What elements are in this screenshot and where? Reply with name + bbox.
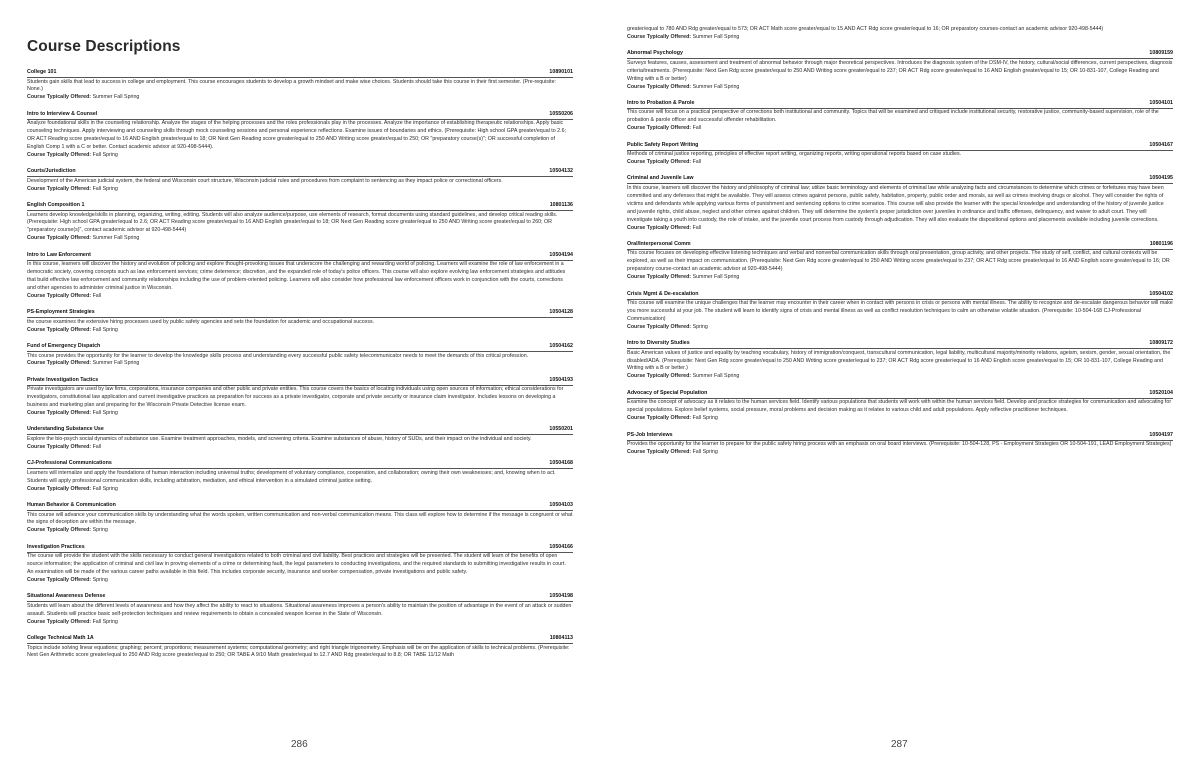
course-title: CJ-Professional Communications [27,460,112,467]
course-offered [27,360,573,368]
course-entry [627,50,1173,91]
course-title: Public Safety Report Writing [627,141,699,148]
offered-terms: Summer Fall Spring [92,360,140,367]
course-code: 10504101 [1149,99,1173,106]
course-code: 10504193 [549,376,573,383]
offered-terms: Spring [92,576,108,583]
course-header [627,50,1173,59]
course-title: Criminal and Juvenile Law [627,175,694,182]
offered-label: Course Typically Offered: [627,373,692,380]
offered-terms: Summer Fall Spring [92,94,140,101]
course-description: Learners will internalize and apply the foundations of human interaction including universal truths; development of voluntary compliance, cooperation, and collaboration; owning their own weaknesses; and, knowing when to act. Students will apply professional communication skills, including arbitration, mediation, and ethical intervention in a simulated criminal justice setting. [27,469,556,484]
offered-label: Course Typically Offered: [27,326,92,333]
course-title: Intro to Law Enforcement [27,251,91,258]
course-description: This course provides the opportunity for the learner to develop the knowledge skills process and understanding every successful public safety telecommunicator needs to meet the demands of this critical profession. [27,352,529,359]
course-entry [27,426,573,451]
course-description: Students gain skills that lead to success in college and employment. This course encourages students to develop a growth mindset and make wise choices. Students should take this course in their first semester. (Pre-requisite: None.) [27,78,556,93]
course-description: Analyze foundational skills in the counseling relationship. Analyze the stages of the helping processes and the roles professionals play in the processes. Analyze the importance of establishing therapeutic relationships. Apply basic counseling techniques. Apply interviewing and counseling skills through mock counseling sessions and personal experience reflections. Examine issues of boundaries and ethics. (Prerequisite: High school GPA greater/equal to 2.6; OR ACT Reading score greater/equal to 16 AND English greater/equal to 18; OR Next Gen Reading score greater/equal to 250 AND Writing score greater/equal to 250; OR "preparatory course(s)"; OR successful completion of English Comp 1 with a C or better. Contact academic advisor at 920-498-5444). [27,120,567,150]
page-heading: Course Descriptions [27,38,181,55]
course-code: 10504132 [549,168,573,175]
offered-terms: Fall Spring [92,151,118,158]
course-offered [627,415,1173,423]
course-code: 10504168 [549,460,573,467]
course-title: Crisis Mgmt & De-escalation [627,290,699,297]
course-header [627,100,1173,109]
course-title: Understanding Substance Use [27,426,104,433]
course-header [27,168,573,177]
course-code: 10801196 [1149,240,1173,247]
course-entry [27,111,573,160]
course-code: 10804113 [549,635,573,642]
course-code: 10550201 [549,426,573,433]
course-header [27,635,573,644]
course-header [627,340,1173,349]
course-description: Development of the American judicial system, the federal and Wisconsin court structure, Wisconsin judicial rules and procedures from complaint to sentencing as they impact police or correctional officers. [27,177,503,184]
course-title: PS-Job Interviews [627,431,673,438]
course-list-right [627,50,1173,457]
course-entry [627,432,1173,457]
course-description: Methods of criminal justice reporting, principles of effective report writing, organizing reports, writing operational reports based on case studies. [627,151,962,158]
course-code: 10504198 [549,593,573,600]
course-header [627,390,1173,399]
course-offered [27,619,573,627]
course-description: Provides the opportunity for the learner to prepare for the public safety hiring process with an emphasis on oral board interviews. (Prerequisite: 10-504-128, PS - Employment Strategies OR 10-504-191, LEAD Employment Strategies) [627,441,1172,447]
course-offered [27,486,573,494]
course-code: 10504167 [1149,141,1173,148]
offered-terms: Fall Spring [92,485,118,492]
offered-terms: Fall [692,125,702,132]
carryover-description: greater/equal to 780 AND Rdg greater/equal to 573; OR ACT Math score greater/equal to 15 AND ACT Rdg score greater/equal to 16; OR preparatory courses-contact an academic advisor 920-498-5444) [627,26,1104,32]
offered-terms: Fall [692,224,702,231]
offered-terms: Spring [692,323,708,330]
offered-terms: Fall [92,443,102,450]
offered-label: Course Typically Offered: [27,292,92,299]
offered-label: Course Typically Offered: [27,618,92,625]
carryover-offered [627,34,1173,42]
course-header [27,544,573,553]
course-description: Basic American values of justice and equality by teaching vocabulary, history of immigration/conquest, transcultural communication, legal liability, multicultural majority/minority relations, ageism, sexism, gender, sexual orientation, the disabled/ADA. (Prerequisite: Next Gen Rdg score greater/equal to 250 AND Writing score greater/equal to 237; OR ACT Rdg score greater/equal to 16 AND English score greater/equal to 15; OR 10-831-107, College Reading and Writing with a B or better.) [627,349,1171,372]
course-entry [27,635,573,660]
offered-label: Course Typically Offered: [27,151,92,158]
course-code: 10520104 [1149,389,1173,396]
course-title: English Composition 1 [27,202,85,209]
course-entry [27,168,573,193]
course-offered [627,225,1173,233]
course-header [27,252,573,261]
course-description: Learners develop knowledge/skills in planning, organizing, writing, editing. Students will also analyze audience/purpose, use elements of research, format documents using standard guidelines, and develop critical reading skills. (Prerequisite: High school GPA greater/equal to 2.6; OR ACT Reading score greater/equal to 16 AND English greater/equal to 18; OR Next Gen Reading score greater/equal to 250 AND Writing score greater/equal to 260; OR "preparatory course(s)", contact academic advisor at 920-498-5444) [27,211,558,234]
offered-label: Course Typically Offered: [27,485,92,492]
offered-label: Course Typically Offered: [27,443,92,450]
page-number-left: 286 [291,739,308,750]
course-header [627,175,1173,184]
course-entry [627,175,1173,232]
course-offered [627,125,1173,133]
right-page [627,0,1173,776]
course-offered [27,444,573,452]
course-entry [27,252,573,301]
course-entry [27,460,573,493]
course-title: Human Behavior & Communication [27,502,116,508]
course-entry [27,69,573,102]
offered-label: Course Typically Offered: [27,94,92,101]
offered-label: Course Typically Offered: [627,448,692,455]
offered-terms: Fall Spring [92,185,118,192]
offered-label: Course Typically Offered: [27,235,92,242]
course-entry [27,544,573,585]
course-header [27,460,573,469]
course-code: 10504195 [1149,175,1173,182]
course-offered [627,84,1173,92]
course-offered [27,327,573,335]
course-code: 10504194 [549,251,573,258]
course-header [27,377,573,386]
course-offered [627,274,1173,282]
course-header [27,502,573,511]
course-code: 10809159 [1149,50,1173,57]
course-code: 10504103 [549,502,573,508]
course-entry [27,202,573,243]
offered-label: Course Typically Offered: [627,83,692,90]
offered-label: Course Typically Offered: [27,360,92,367]
course-header [27,309,573,318]
offered-label: Course Typically Offered: [627,125,692,132]
course-header [627,241,1173,250]
course-entry [627,390,1173,423]
offered-label: Course Typically Offered: [627,33,692,40]
offered-terms: Fall Spring [692,448,718,455]
offered-terms: Summer Fall Spring [692,33,740,40]
course-title: Intro to Interview & Counsel [27,110,98,117]
course-title: Situational Awareness Defense [27,593,106,600]
course-description: Explore the bio-psych social dynamics of substance use. Examine treatment approaches, models, and screening criteria. Examine substances of abuse, history of SUDs, and their impact on the individual and society. [27,435,532,442]
course-code: 10801136 [549,202,573,209]
course-header [27,69,573,78]
course-description: Students will learn about the different levels of awareness and how they affect the ability to react to situations. Situational awareness improves a person's ability to maintain the position of advantage in the event of an attack or sudden assault. Students will practice basic self-protection techniques and review requirements to obtain a concealed weapon license in the State of Wisconsin. [27,602,572,617]
course-title: Investigation Practices [27,543,85,550]
course-title: Intro to Diversity Studies [627,340,690,347]
course-offered [27,94,573,102]
left-page [27,0,573,776]
course-description: Surveys features, causes, assessment and treatment of abnormal behavior through major theoretical perspectives. Introduces the diagnosis system of the DSM-IV, the history, cultural/social differences, current perspectives, diagnosis criteria/treatments. (Prerequisite: Next Gen Rdg score greater/equal to 250 AND Writing score greater/equal to 237; OR ACT Rdg score greater/equal to 16 AND English greater/equal to 15; OR 10-831-107, College Reading and Writing with a B or better) [627,59,1173,82]
course-title: Private Investigation Tactics [27,376,99,383]
course-title: Advocacy of Special Population [627,389,708,396]
course-description: In this course, learners will discover the history and philosophy of criminal law; utilize basic terminology and elements of criminal law while analyzing facts and circumstances to determine which crimes or forfeitures may have been committed and any defenses that might be available. They will assess crimes against persons, public safety, habitation, property, public order and morals, as well as crimes involving drugs or alcohol. They will consider the rights of victims and defendants while applying various forms of punishment and sentencing options to crime scenarios. This course will also provide the learner with the special knowledge and understanding of the history of juvenile justice and juvenile rights, child abuse, neglect and other crimes against children. They will determine the system's proper jurisdiction over juveniles in ordinance and traffic offenses, delinquency, and waiver to adult court. They will investigate taking a youth into custody, the role of intake, and the juvenile court process from custody through adjudication. They will also evaluate the dispositional options and placements available including juvenile corrections. [627,184,1164,223]
carryover-block [627,26,1173,42]
course-offered [27,186,573,194]
course-offered [627,159,1173,167]
course-entry [27,343,573,368]
course-header [27,426,573,435]
course-entry [627,241,1173,282]
course-code: 10504128 [549,309,573,316]
course-offered [627,449,1173,457]
course-entry [27,593,573,626]
course-offered [27,152,573,160]
course-description: Examine the concept of advocacy as it relates to the human services field. Identify various populations that students will work with within the human services field. Develop and practice strategies for communication and advocating for special populations. Explore belief systems, social pressure, moral problems and decision making as it relates to various child and adult populations. Apply reflective practitioner techniques. [627,399,1172,414]
course-description: This course will advance your communication skills by understanding what the words spoken, written communication and non-verbal communication means. This class will explore how to determine if the message is congruent or what the signs of deception are within the message. [27,511,573,526]
course-title: Intro to Probation & Parole [627,99,695,106]
offered-terms: Fall Spring [92,326,118,333]
course-header [27,343,573,352]
course-description: This course focuses on developing effective listening techniques and verbal and nonverbal communication skills through oral presentation, group activity, and other projects. The study of self, conflict, and cultural contexts will be explored, as well as their impact on communication. (Prerequisite: Next Gen Rdg score greater/equal to 250 AND Writing score greater/equal to 237; OR ACT Rdg score greater/equal to 16 AND English score greater/equal to 16; OR preparatory course-contact an academic advisor at 920-498-5444) [627,250,1170,273]
course-description: Private investigators are used by law firms, corporations, insurance companies and other public and private entities. This course covers the basics of locating individuals using open sources of information; ethical considerations for investigators, constitutional law application and current investigative practices as preparation for success as a private investigator, corporate and private security or insurance claim investigator. Includes lessons on developing a business and marketing plan and preparing for the Wisconsin Private Detective license exam. [27,386,564,409]
offered-terms: Fall Spring [92,410,118,417]
course-offered [27,410,573,418]
offered-label: Course Typically Offered: [627,415,692,422]
course-title: Abnormal Psychology [627,50,683,57]
course-code: 10890101 [549,69,573,75]
offered-terms: Summer Fall Spring [692,83,740,90]
course-list-left [27,69,573,660]
course-code: 10504102 [1149,290,1173,297]
course-description: In this course, learners will discover the history and evolution of policing and explore thought-provoking issues that underscore the challenging and rewarding world of policing. Learners will examine the role of law enforcement in a democratic society, covering concepts such as law enforcement services; crime deterrence; discretion, and the expanded role of today's police officers. This course will also explore evolving law enforcement strategies and attitudes that build effective law enforcement and community relationships including the use of problem-oriented policing. Learners will also consider how professional law enforcement officers work in conjunction with the courts, corrections and other agencies to administer criminal justice in Wisconsin. [27,261,566,291]
offered-terms: Fall [92,292,102,299]
course-header [627,432,1173,441]
offered-terms: Fall [692,159,702,166]
course-header [627,291,1173,300]
course-entry [27,377,573,418]
course-header [27,111,573,120]
offered-label: Course Typically Offered: [27,576,92,583]
course-header [627,142,1173,151]
course-title: Oral/Interpersonal Comm [627,240,691,247]
course-description: the course examines the extensive hiring processes used by public safety agencies and sets the foundation for academic and occupational success. [27,318,375,325]
course-code: 10550206 [549,110,573,117]
course-title: College 101 [27,69,57,75]
course-offered [627,324,1173,332]
course-title: Courts/Jurisdiction [27,168,76,175]
course-offered [27,235,573,243]
course-title: PS-Employment Strategies [27,309,95,316]
course-entry [627,291,1173,332]
course-entry [627,340,1173,381]
offered-label: Course Typically Offered: [27,410,92,417]
course-description: Topics include solving linear equations; graphing; percent; proportions; measurement systems; computational geometry; and right triangle trigonometry. Emphasis will be on the application of skills to technical problems. (Prerequisite: Next Gen Arithmetic score greater/equal to 250 AND Rdg score greater/equal to 250; OR TABE A 9/10 Math greater/equal to 12.7 AND Rdg greater/equal to 8.8; OR TABE 11/12 Math [27,644,570,659]
course-offered [627,373,1173,381]
offered-label: Course Typically Offered: [627,323,692,330]
course-header [27,202,573,211]
offered-terms: Summer Fall Spring [692,373,740,380]
course-offered [27,293,573,301]
offered-label: Course Typically Offered: [627,159,692,166]
course-code: 10809172 [1149,340,1173,347]
course-entry [27,502,573,535]
offered-terms: Summer Fall Spring [92,235,140,242]
course-title: Fund of Emergency Dispatch [27,343,101,350]
course-header [27,593,573,602]
offered-terms: Summer Fall Spring [692,274,740,281]
course-entry [627,100,1173,133]
offered-label: Course Typically Offered: [27,527,92,534]
course-title: College Technical Math 1A [27,635,94,642]
course-offered [27,577,573,585]
course-description: This course will examine the unique challenges that the learner may encounter in their career when in contact with persons in crisis or persons with mental illness. The ability to recognize and de-escalate dangerous behavior will make you more successful at your job. The student will learn to identify signs of crisis and mental illness as well as conflict resolution techniques to calm an otherwise volatile situation. (Prerequisite: 10-504-168 CJ-Professional Communication) [627,300,1173,322]
course-code: 10504166 [549,543,573,550]
offered-label: Course Typically Offered: [627,224,692,231]
offered-terms: Fall Spring [692,415,718,422]
offered-label: Course Typically Offered: [627,274,692,281]
course-description: This course will focus on a practical perspective of corrections both institutional and community. Topics that will be examined and critiqued include institutional security, restorative justice, community-based supervision, role of the probation & parole officer and successful offender rehabilitation. [627,109,1159,124]
course-offered [27,527,573,535]
course-entry [27,309,573,334]
offered-terms: Fall Spring [92,618,118,625]
course-entry [627,142,1173,167]
course-code: 10504162 [549,343,573,350]
course-code: 10504197 [1149,431,1173,438]
course-description: The course will provide the student with the skills necessary to conduct general investigations related to both criminal and civil liability. Best practices and strategies will be presented. The student will learn of the benefits of open source information; the application of criminal and civil law in proving elements of a crime or determining fault, the legal parameters to conducting investigations, and the required standards to submitting investigative results in court. An examination will be made of the various career paths available in this field. This includes corporate security, insurance and worker compensation, private investigations and public safety. [27,553,566,576]
offered-label: Course Typically Offered: [27,185,92,192]
offered-terms: Spring [92,527,108,534]
page-number-right: 287 [891,739,908,750]
